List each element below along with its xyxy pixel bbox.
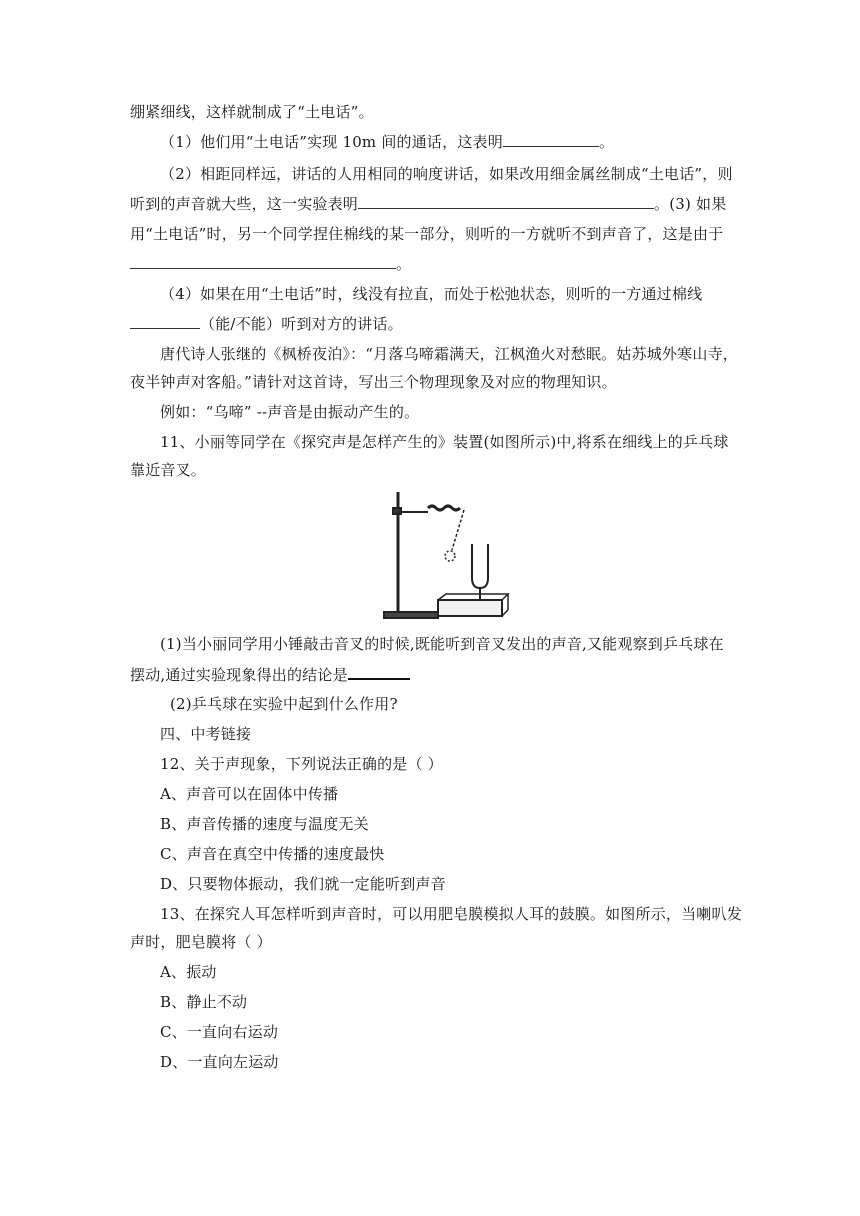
question-line-2-cont: 听到的声音就大些，这一实验表明 。(3) 如果 bbox=[130, 195, 727, 213]
option-d: D、一直向左运动 bbox=[160, 1053, 279, 1071]
question-line-2: （2）相距同样远，讲话的人用相同的响度讲话，如果改用细金属丝制成“土电话”，则 bbox=[160, 165, 733, 183]
option-a: A、振动 bbox=[160, 963, 217, 981]
resonance-box bbox=[438, 600, 502, 616]
option-b: B、声音传播的速度与温度无关 bbox=[160, 815, 369, 833]
answer-blank[interactable] bbox=[503, 132, 599, 147]
question-line-3-cont: 。 bbox=[130, 254, 411, 274]
option-c: C、声音在真空中传播的速度最快 bbox=[160, 845, 385, 863]
ping-pong-ball bbox=[445, 551, 455, 561]
text-line: 绷紧细线，这样就制成了“土电话”。 bbox=[130, 103, 374, 121]
question-11: 11、小丽等同学在《探究声是怎样产生的》装置(如图所示)中,将系在细线上的乒乓球 bbox=[160, 433, 729, 451]
section-heading: 四、中考链接 bbox=[160, 725, 252, 743]
answer-blank[interactable] bbox=[130, 254, 396, 269]
question-line-4: （4）如果在用“土电话”时，线没有拉直，而处于松弛状态，则听的一方通过棉线 bbox=[160, 285, 703, 303]
question-line-3: 用“土电话”时，另一个同学捏住棉线的某一部分，则听的一方就听不到声音了，这是由于 bbox=[130, 225, 724, 243]
answer-blank[interactable] bbox=[130, 314, 200, 329]
question-line-4-cont: （能/不能）听到对方的讲话。 bbox=[130, 314, 403, 334]
question-12: 12、关于声现象，下列说法正确的是（ ） bbox=[160, 755, 443, 773]
question-11-1: (1)当小丽同学用小锤敲击音叉的时候,既能听到音叉发出的声音,又能观察到乒乓球在 bbox=[160, 635, 724, 653]
string bbox=[452, 510, 464, 550]
option-a: A、声音可以在固体中传播 bbox=[160, 785, 339, 803]
question-11-1-cont: 摆动,通过实验现象得出的结论是 bbox=[130, 664, 410, 685]
tuning-fork bbox=[472, 544, 488, 588]
option-c: C、一直向右运动 bbox=[160, 1023, 279, 1041]
tuning-fork-figure bbox=[380, 488, 510, 622]
option-b: B、静止不动 bbox=[160, 993, 248, 1011]
question-13: 13、在探究人耳怎样听到声音时，可以用肥皂膜模拟人耳的鼓膜。如图所示，当喇叭发 bbox=[160, 905, 742, 923]
option-d: D、只要物体振动，我们就一定能听到声音 bbox=[160, 875, 446, 893]
question-11-2: (2)乒乓球在实验中起到什么作用? bbox=[170, 695, 398, 713]
string-knot bbox=[428, 506, 460, 510]
answer-blank[interactable] bbox=[358, 194, 654, 209]
poem-line-2: 夜半钟声对客船。”请针对这首诗，写出三个物理现象及对应的物理知识。 bbox=[130, 373, 617, 391]
question-line-1: （1）他们用“土电话”实现 10m 间的通话，这表明 。 bbox=[160, 133, 615, 151]
question-11-cont: 靠近音叉。 bbox=[130, 461, 207, 479]
question-13-cont: 声时，肥皂膜将（ ） bbox=[130, 933, 272, 951]
answer-blank[interactable] bbox=[348, 664, 410, 680]
stand-base bbox=[384, 612, 438, 618]
example-line: 例如：“乌啼” --声音是由振动产生的。 bbox=[160, 403, 420, 421]
poem-line-1: 唐代诗人张继的《枫桥夜泊》：“月落乌啼霜满天，江枫渔火对愁眠。姑苏城外寒山寺， bbox=[160, 345, 738, 363]
